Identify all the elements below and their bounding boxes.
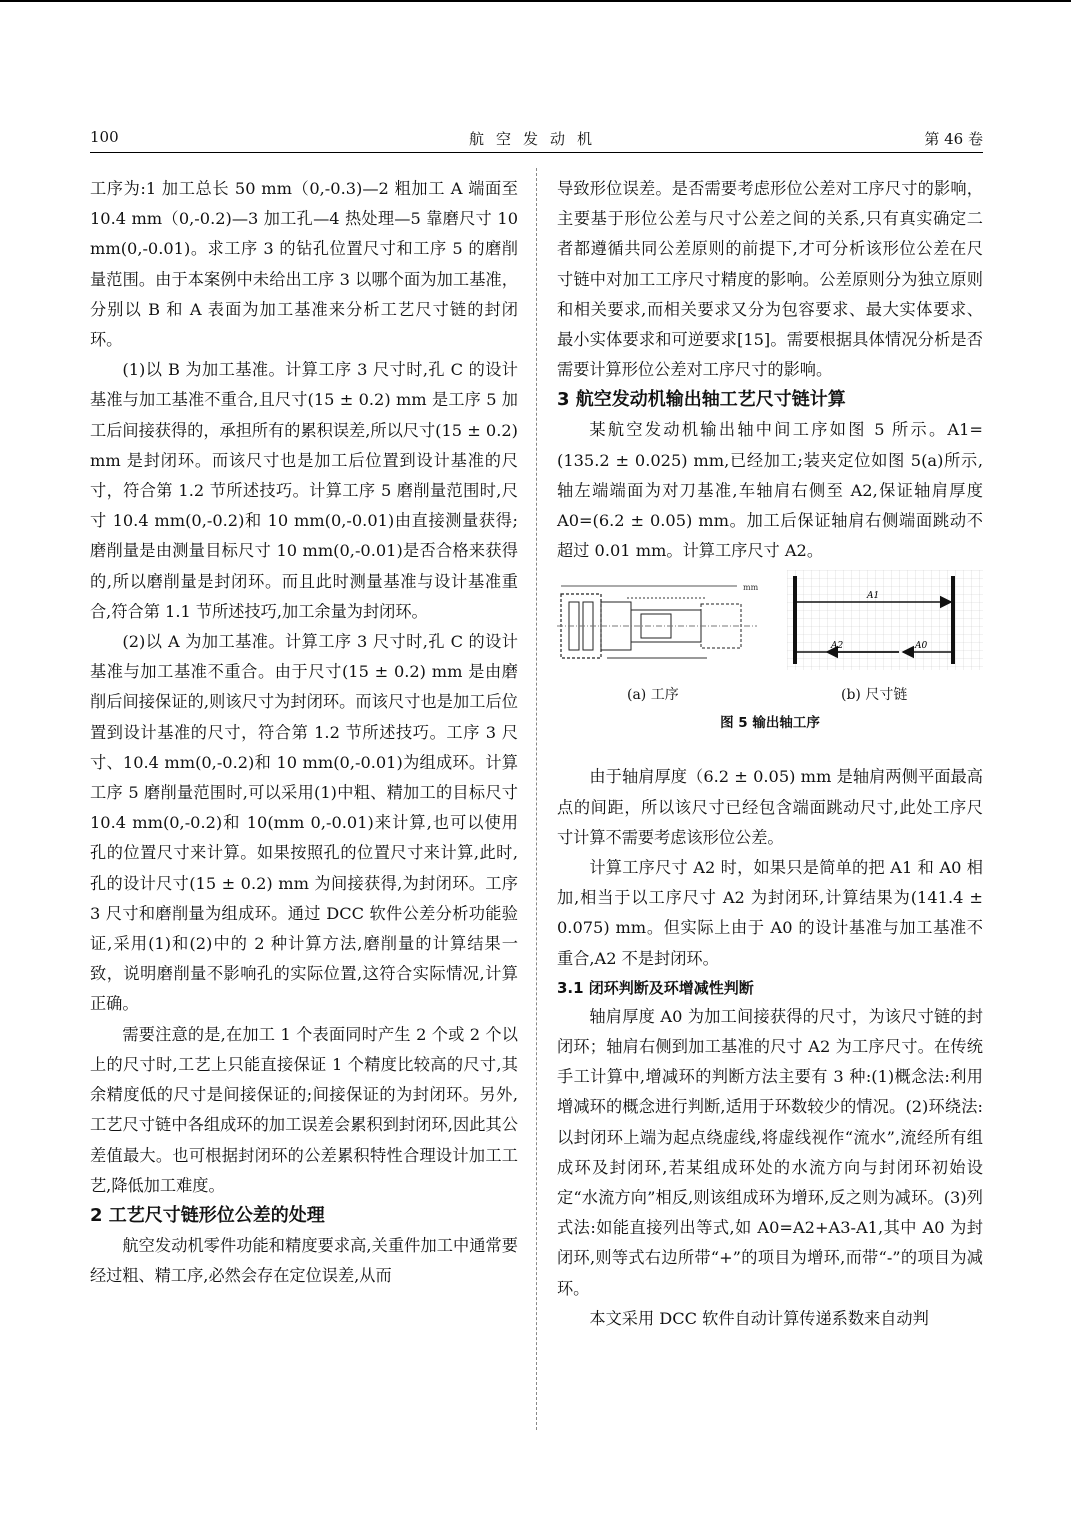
figure-5b-caption: (b) 尺寸链 xyxy=(841,687,908,704)
label-A0: A0 xyxy=(915,641,928,652)
subsection-heading-3-1: 3.1 闭环判断及环增减性判断 xyxy=(557,978,754,997)
paragraph: 由于轴肩厚度（6.2 ± 0.05) mm 是轴肩两侧平面最高点的间距，所以该尺寸已经包含端面跳动尺寸,此处工序尺寸计算不需要考虑该形位公差。 xyxy=(557,767,983,847)
running-header xyxy=(90,124,983,152)
figure-5 xyxy=(557,574,983,760)
header-rule xyxy=(90,152,983,153)
volume-label: 第 46 卷 xyxy=(924,130,983,148)
label-A2: A2 xyxy=(831,641,844,652)
section-heading-3: 3 航空发动机输出轴工艺尺寸链计算 xyxy=(557,389,846,411)
paragraph: (1)以 B 为加工基准。计算工序 3 尺寸时,孔 C 的设计基准与加工基准不重合,且尺寸(15 ± 0.2) mm 是工序 5 加工后间接获得的，承担所有的累积误差,所以尺寸(15 ± 0.2) mm 是封闭环。而该尺寸也是加工后位置到设计基准的尺寸，符合第 1.2 节所述技巧。计算工序 5 磨削量范围时,尺寸 10.4 mm(0,-0.2)和 10 mm(0,-0.01)由直接测量获得;磨削量是由测量目标尺寸 10 mm(0,-0.01)是否合格来获得的,所以磨削量是封闭环。而且此时测量基准与设计基准重合,符合第 1.1 节所述技巧,加工余量为封闭环。 xyxy=(90,360,518,621)
paragraph: 航空发动机零件功能和精度要求高,关重件加工中通常要经过粗、精工序,必然会存在定位误差,从而 xyxy=(90,1235,518,1286)
figure-5b-dimension-chain xyxy=(787,570,983,670)
figure-5a-process-drawing xyxy=(557,574,767,674)
journal-title: 航空发动机 xyxy=(468,130,604,148)
right-column xyxy=(557,174,983,1334)
left-column xyxy=(90,174,518,1291)
figure-5a-caption: (a) 工序 xyxy=(627,687,679,704)
paragraph: (2)以 A 为加工基准。计算工序 3 尺寸时,孔 C 的设计基准与加工基准不重合。由于尺寸(15 ± 0.2) mm 是由磨削后间接保证的,则该尺寸为封闭环。而该尺寸也是加工后位置到设计基准的尺寸，符合第 1.2 节所述技巧。工序 3 尺寸、10.4 mm(0,-0.2)和 10 mm(0,-0.01)为组成环。计算工序 5 磨削量范围时,可以采用(1)中粗、精加工的目标尺寸 10.4 mm(0,-0.2)和 10(mm 0,-0.01)来计算,也可以使用孔的位置尺寸来计算。如果按照孔的位置尺寸来计算,此时,孔的设计尺寸(15 ± 0.2) mm 为间接获得,为封闭环。工序 3 尺寸和磨削量为组成环。通过 DCC 软件公差分析功能验证,采用(1)和(2)中的 2 种计算方法,磨削量的计算结果一致，说明磨削量不影响孔的实际位置,这符合实际情况,计算正确。 xyxy=(90,632,518,1014)
paragraph: 计算工序尺寸 A2 时，如果只是简单的把 A1 和 A0 相加,相当于以工序尺寸 A2 为封闭环,计算结果为(141.4 ± 0.075) mm。但实际上由于 A0 的设计基准与加工基准不重合,A2 不是封闭环。 xyxy=(557,858,983,968)
paragraph: 某航空发动机输出轴中间工序如图 5 所示。A1=(135.2 ± 0.025) mm,已经加工;装夹定位如图 5(a)所示,轴左端端面为对刀基准,车轴肩右侧至 A2,保证轴肩厚度 A0=(6.2 ± 0.05) mm。加工后保证轴肩右侧端面跳动不超过 0.01 mm。计算工序尺寸 A2。 xyxy=(557,420,983,561)
column-divider xyxy=(536,168,537,1430)
page-number: 100 xyxy=(90,128,119,146)
dimension-unit: mm xyxy=(743,583,759,593)
top-border xyxy=(0,0,1071,2)
paragraph: 轴肩厚度 A0 为加工间接获得的尺寸，为该尺寸链的封闭环；轴肩右侧到加工基准的尺寸 A2 为工序尺寸。在传统手工计算中,增减环的判断方法主要有 3 种:(1)概念法:利用增减环的概念进行判断,适用于环数较少的情况。(2)环绕法:以封闭环上端为起点绕虚线,将虚线视作“流水”,流经所有组成环及封闭环,若某组成环处的水流方向与封闭环初始设定“水流方向”相反,则该组成环为增环,反之则为减环。(3)列式法:如能直接列出等式,如 A0=A2+A3-A1,其中 A0 为封闭环,则等式右边所带“+”的项目为增环,而带“-”的项目为减环。 xyxy=(557,1006,983,1298)
paragraph: 需要注意的是,在加工 1 个表面同时产生 2 个或 2 个以上的尺寸时,工艺上只能直接保证 1 个精度比较高的尺寸,其余精度低的尺寸是间接保证的;间接保证的为封闭环。另外,工艺尺寸链中各组成环的加工误差会累积到封闭环,因此其公差值最大。也可根据封闭环的公差累积特性合理设计加工工艺,降低加工难度。 xyxy=(90,1024,518,1195)
label-A1: A1 xyxy=(867,591,880,602)
paragraph: 本文采用 DCC 软件自动计算传递系数来自动判 xyxy=(589,1308,929,1328)
section-heading-2: 2 工艺尺寸链形位公差的处理 xyxy=(90,1204,325,1226)
figure-title: 图 5 输出轴工序 xyxy=(720,715,820,732)
paragraph: 工序为:1 加工总长 50 mm（0,-0.3)—2 粗加工 A 端面至 10.4 mm（0,-0.2)—3 加工孔—4 热处理—5 靠磨尺寸 10 mm(0,-0.01)。求工序 3 的钻孔位置尺寸和工序 5 的磨削量范围。由于本案例中未给出工序 3 以哪个面为加工基准，分别以 B 和 A 表面为加工基准来分析工艺尺寸链的封闭环。 xyxy=(90,179,518,350)
paragraph: 导致形位误差。是否需要考虑形位公差对工序尺寸的影响，主要基于形位公差与尺寸公差之间的关系,只有真实确定二者都遵循共同公差原则的前提下,才可分析该形位公差在尺寸链中对加工工序尺寸精度的影响。公差原则分为独立原则和相关要求,而相关要求又分为包容要求、最大实体要求、最小实体要求和可逆要求[15]。需要根据具体情况分析是否需要计算形位公差对工序尺寸的影响。 xyxy=(557,179,983,380)
